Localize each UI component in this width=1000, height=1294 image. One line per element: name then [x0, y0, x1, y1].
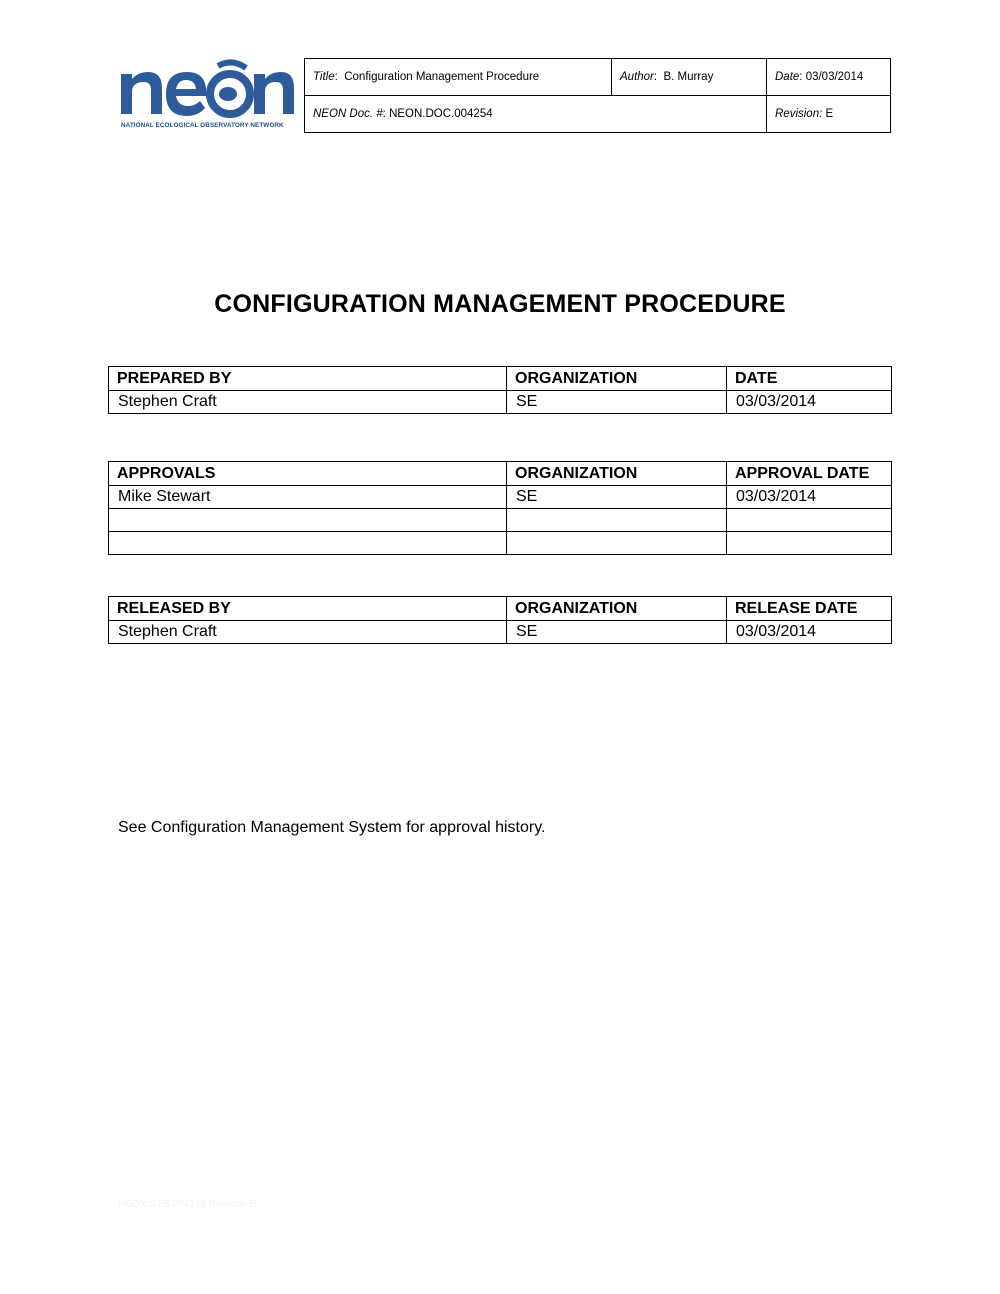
- doc-number-label: NEON Doc. #: [313, 108, 383, 120]
- table-row: [109, 532, 892, 555]
- title-value: Configuration Management Procedure: [344, 71, 540, 83]
- author-label: Author: [620, 71, 654, 83]
- column-header: ORGANIZATION: [507, 597, 727, 621]
- title-cell: Title: Configuration Management Procedure: [305, 59, 612, 96]
- released-by-table: [108, 596, 892, 644]
- doc-number-value: NEON.DOC.004254: [389, 108, 493, 120]
- title-label: Title: [313, 71, 335, 83]
- table-cell: [507, 532, 727, 555]
- author-cell: Author: B. Murray: [612, 59, 767, 96]
- table-row: [109, 509, 892, 532]
- column-header: RELEASED BY: [109, 597, 507, 621]
- table-cell: [727, 532, 892, 555]
- revision-cell: [767, 96, 891, 133]
- table-cell: 03/03/2014: [727, 621, 892, 644]
- column-header: RELEASE DATE: [727, 597, 892, 621]
- header-row: [305, 96, 891, 133]
- table-cell: 03/03/2014: [727, 391, 892, 414]
- footer-watermark: NEON.SYS.004243 Revision B: [118, 1199, 257, 1210]
- table-cell: [507, 509, 727, 532]
- table-header-row: [109, 367, 892, 391]
- table-cell: Stephen Craft: [109, 621, 507, 644]
- approval-history-note: See Configuration Management System for approval history.: [118, 819, 546, 836]
- approvals-table: [108, 461, 892, 555]
- revision-label: Revision:: [775, 108, 823, 120]
- column-header: DATE: [727, 367, 892, 391]
- table-cell: [727, 509, 892, 532]
- neon-logo: [118, 58, 296, 138]
- prepared-by-table: [108, 366, 892, 414]
- date-label: Date: [775, 71, 800, 83]
- document-header-table: [304, 58, 891, 133]
- table-row: [109, 391, 892, 414]
- column-header: PREPARED BY: [109, 367, 507, 391]
- column-header: APPROVAL DATE: [727, 462, 892, 486]
- table-cell: SE: [507, 621, 727, 644]
- doc-number-cell: NEON Doc. #: NEON.DOC.004254: [305, 96, 767, 133]
- column-header: ORGANIZATION: [507, 367, 727, 391]
- document-title: CONFIGURATION MANAGEMENT PROCEDURE: [214, 290, 786, 318]
- table-cell: Mike Stewart: [109, 486, 507, 509]
- table-cell: [109, 509, 507, 532]
- column-header: APPROVALS: [109, 462, 507, 486]
- revision-value: E: [825, 108, 834, 120]
- date-value: 03/03/2014: [805, 71, 864, 83]
- table-row: [109, 621, 892, 644]
- neon-wordmark-icon: [118, 58, 296, 120]
- author-value: B. Murray: [663, 71, 714, 83]
- table-row: [109, 486, 892, 509]
- table-cell: [109, 532, 507, 555]
- logo-tagline: NATIONAL ECOLOGICAL OBSERVATORY NETWORK: [121, 122, 284, 129]
- date-cell: Date: 03/03/2014: [767, 59, 891, 96]
- table-cell: 03/03/2014: [727, 486, 892, 509]
- table-header-row: [109, 462, 892, 486]
- column-header: ORGANIZATION: [507, 462, 727, 486]
- table-cell: SE: [507, 391, 727, 414]
- table-cell: Stephen Craft: [109, 391, 507, 414]
- header-row: [305, 59, 891, 96]
- table-cell: SE: [507, 486, 727, 509]
- table-header-row: [109, 597, 892, 621]
